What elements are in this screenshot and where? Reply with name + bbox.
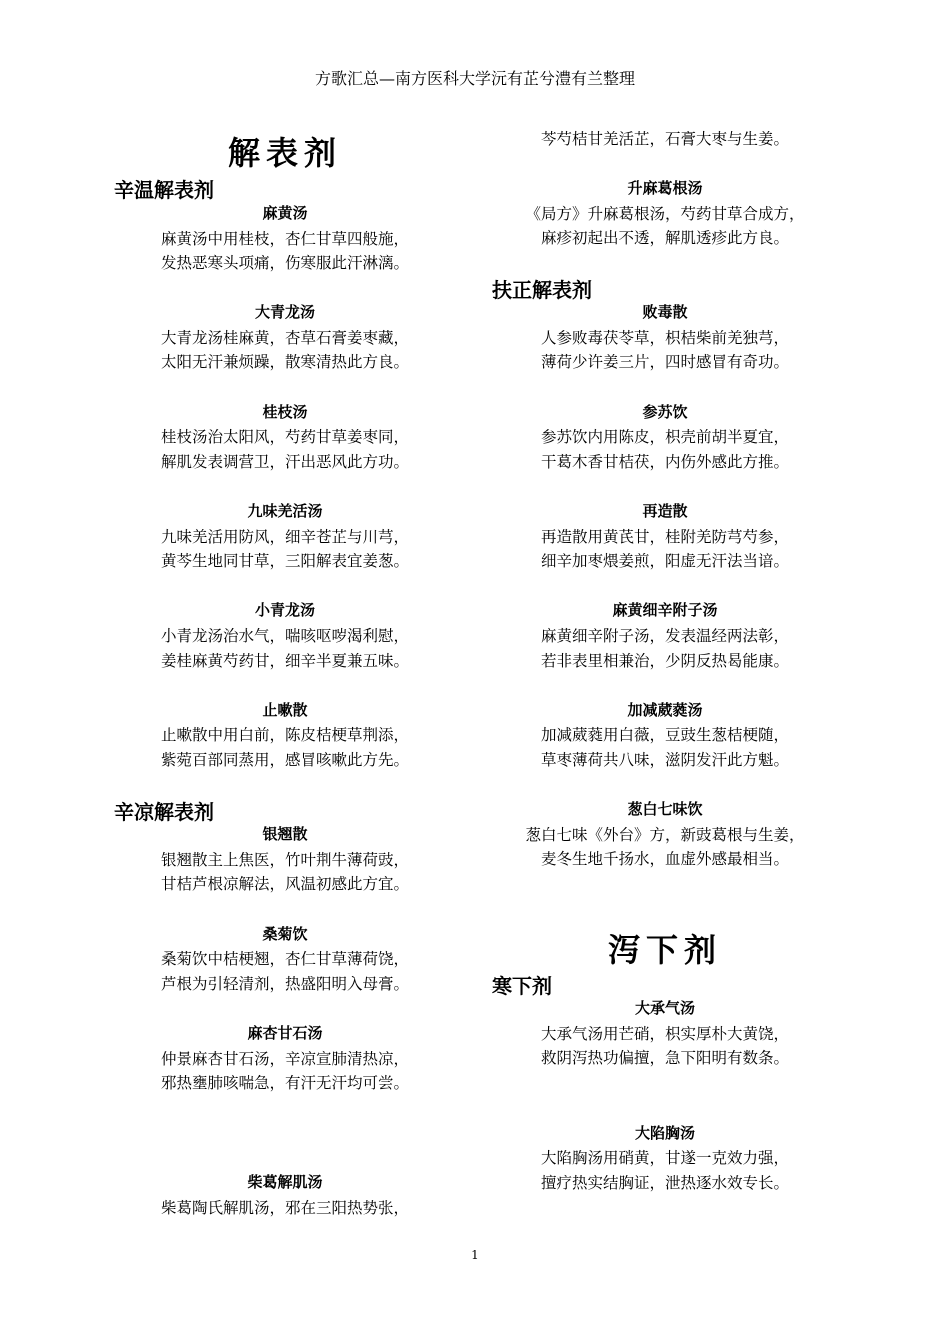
recipe-verse-line: 干葛木香甘桔茯，内伤外感此方推。 (540, 453, 789, 471)
recipe-verse-line: 桂枝汤治太阳风，芍药甘草姜枣同， (160, 428, 409, 446)
recipe-verse-line: 麻黄细辛附子汤，发表温经两法彰， (540, 627, 789, 645)
recipe-verse-line: 解肌发表调营卫，汗出恶风此方功。 (160, 453, 409, 471)
recipe-verse-line: 甘桔芦根凉解法，风温初感此方宜。 (160, 875, 409, 893)
recipe-name: 止嗽散 (262, 701, 308, 719)
category-hanxia: 寒下剂 (492, 974, 552, 998)
recipe-name: 小青龙汤 (254, 601, 315, 619)
recipe-verse-line: 黄芩生地同甘草，三阳解表宜姜葱。 (160, 552, 409, 570)
recipe-verse-line: 止嗽散中用白前，陈皮桔梗草荆添， (160, 726, 409, 744)
recipe-verse-line: 擅疗热实结胸证，泄热逐水效专长。 (540, 1174, 789, 1192)
recipe-name: 九味羌活汤 (247, 502, 323, 520)
recipe-verse-line: 紫菀百部同蒸用，感冒咳嗽此方先。 (160, 751, 409, 769)
recipe-name: 参苏饮 (642, 403, 688, 421)
section-title-xiexia: 泻下剂 (607, 931, 722, 969)
recipe-verse-line: 邪热壅肺咳喘急，有汗无汗均可尝。 (160, 1074, 409, 1092)
recipe-verse-line: 大青龙汤桂麻黄，杏草石膏姜枣藏， (160, 329, 409, 347)
recipe-name: 败毒散 (642, 303, 688, 321)
recipe-verse-line: 参苏饮内用陈皮，枳壳前胡半夏宜， (540, 428, 789, 446)
recipe-name: 桑菊饮 (262, 925, 308, 943)
recipe-verse-line: 小青龙汤治水气，喘咳呕哕渴利慰， (160, 627, 409, 645)
recipe-verse-line: 人参败毒茯苓草，枳桔柴前羌独芎， (540, 329, 789, 347)
recipe-verse-line: 草枣薄荷共八味，滋阴发汗此方魁。 (540, 751, 789, 769)
recipe-verse-line: 再造散用黄芪甘，桂附羌防芎芍参， (540, 528, 789, 546)
recipe-name: 柴葛解肌汤 (247, 1173, 323, 1191)
recipe-name: 麻杏甘石汤 (247, 1024, 323, 1042)
recipe-name: 升麻葛根汤 (627, 179, 703, 197)
recipe-verse-line: 麻黄汤中用桂枝，杏仁甘草四般施， (160, 230, 409, 248)
page-header: 方歌汇总—南方医科大学沅有芷兮澧有兰整理 (314, 69, 635, 88)
recipe-verse-line: 大承气汤用芒硝，枳实厚朴大黄饶， (540, 1025, 789, 1043)
recipe-verse-line: 银翘散主上焦医，竹叶荆牛薄荷豉， (160, 851, 409, 869)
recipe-verse-line: 大陷胸汤用硝黄，甘遂一克效力强， (540, 1149, 789, 1167)
recipe-verse-line: 太阳无汗兼烦躁，散寒清热此方良。 (160, 353, 409, 371)
recipe-name: 桂枝汤 (262, 403, 308, 421)
recipe-name: 麻黄细辛附子汤 (612, 601, 718, 619)
category-xinliang: 辛凉解表剂 (114, 800, 214, 824)
recipe-name: 大青龙汤 (254, 303, 315, 321)
recipe-verse-line: 仲景麻杏甘石汤，辛凉宣肺清热凉， (160, 1050, 409, 1068)
recipe-verse-line: 《局方》升麻葛根汤，芍药甘草合成方， (525, 205, 805, 223)
recipe-verse-line: 九味羌活用防风，细辛苍芷与川芎， (160, 528, 409, 546)
recipe-verse-line: 薄荷少许姜三片，四时感冒有奇功。 (540, 353, 789, 371)
recipe-verse-line: 加减葳蕤用白薇，豆豉生葱桔梗随， (540, 726, 789, 744)
recipe-verse-line: 姜桂麻黄芍药甘，细辛半夏兼五味。 (160, 652, 409, 670)
recipe-verse-line: 葱白七味《外台》方，新豉葛根与生姜， (525, 826, 805, 844)
recipe-name: 大承气汤 (634, 999, 695, 1017)
recipe-verse-line: 柴葛陶氏解肌汤，邪在三阳热势张， (160, 1199, 409, 1217)
page-number: 1 (471, 1248, 479, 1262)
recipe-verse-line: 芦根为引轻清剂，热盛阳明入母膏。 (160, 975, 409, 993)
recipe-verse-line: 发热恶寒头项痛，伤寒服此汗淋漓。 (160, 254, 409, 272)
recipe-verse-line: 麻疹初起出不透，解肌透疹此方良。 (540, 229, 789, 247)
recipe-verse-line: 救阴泻热功偏擅，急下阳明有数条。 (540, 1049, 789, 1067)
recipe-verse-line: 麦冬生地千扬水，血虚外感最相当。 (540, 850, 789, 868)
recipe-verse-continued: 芩芍桔甘羌活芷，石膏大枣与生姜。 (540, 130, 789, 148)
category-fuzheng: 扶正解表剂 (492, 278, 592, 302)
recipe-name: 加减葳蕤汤 (627, 701, 703, 719)
recipe-verse-line: 细辛加枣煨姜煎，阳虚无汗法当谙。 (540, 552, 789, 570)
section-title-jiebiao: 解表剂 (227, 134, 342, 172)
recipe-verse-line: 若非表里相兼治，少阴反热曷能康。 (540, 652, 789, 670)
recipe-name: 大陷胸汤 (634, 1124, 695, 1142)
recipe-name: 再造散 (642, 502, 688, 520)
recipe-name: 葱白七味饮 (627, 800, 703, 818)
recipe-name: 麻黄汤 (262, 204, 308, 222)
recipe-verse-line: 桑菊饮中桔梗翘，杏仁甘草薄荷饶， (160, 950, 409, 968)
category-xinwen: 辛温解表剂 (114, 178, 214, 202)
recipe-name: 银翘散 (262, 825, 308, 843)
